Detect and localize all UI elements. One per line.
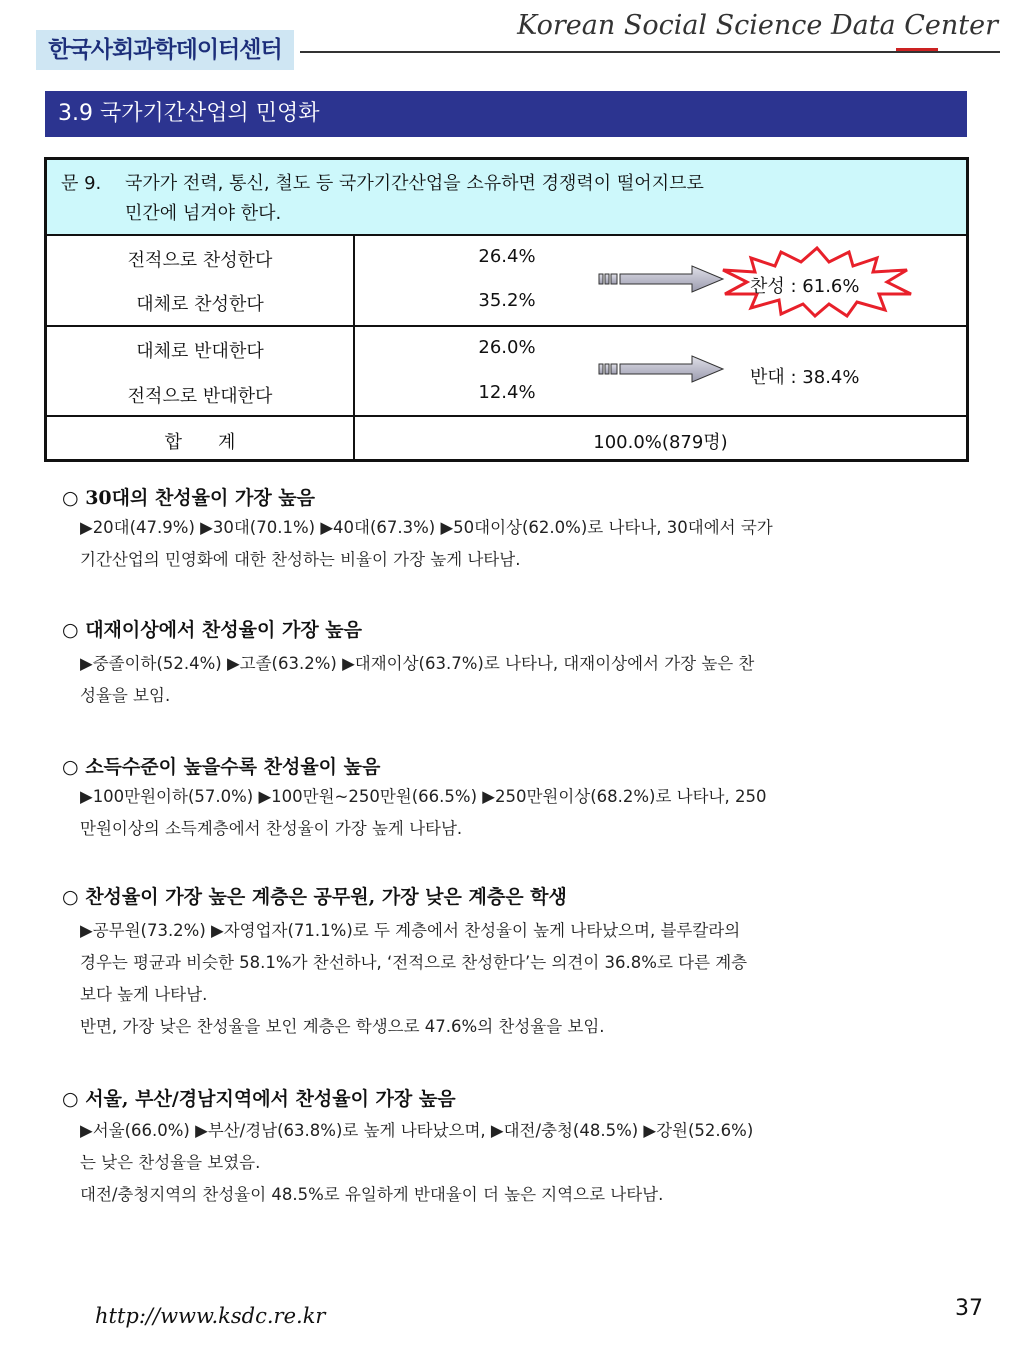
header-accent-line bbox=[896, 48, 938, 51]
ksdc-logo: 한국사회과학데이터센터 bbox=[36, 30, 294, 70]
finding-line: 경우는 평균과 비슷한 58.1%가 찬선하나, ‘전적으로 찬성한다’는 의견이 36.8%로 다른 계층 bbox=[80, 953, 748, 972]
question-text-line1: 국가가 전력, 통신, 철도 등 국가기간산업을 소유하면 경쟁력이 떨어지므로 bbox=[125, 173, 704, 194]
finding-heading: ○ 소득수준이 높을수록 찬성율이 높음 bbox=[62, 756, 381, 778]
finding-line: 성율을 보임. bbox=[80, 686, 171, 705]
row-label: 대체로 찬성한다 bbox=[136, 294, 264, 315]
right-arrow-icon bbox=[597, 352, 727, 388]
finding-line: 만원이상의 소득계층에서 찬성율이 가장 높게 나타남. bbox=[80, 819, 463, 838]
header-rule bbox=[300, 51, 1000, 53]
finding-heading: ○ 30대의 찬성율이 가장 높음 bbox=[62, 487, 316, 509]
finding-line: 반면, 가장 낮은 찬성율을 보인 계층은 학생으로 47.6%의 찬성율을 보임. bbox=[80, 1017, 605, 1036]
header-title: Korean Social Science Data Center bbox=[509, 10, 998, 41]
right-arrow-icon bbox=[597, 262, 727, 298]
finding-heading: ○ 찬성율이 가장 높은 계층은 공무원, 가장 낮은 계층은 학생 bbox=[62, 886, 567, 908]
finding-line: ▶20대(47.9%) ▶30대(70.1%) ▶40대(67.3%) ▶50대이상(62.0%)로 나타나, 30대에서 국가 bbox=[80, 518, 773, 537]
finding-body bbox=[80, 781, 960, 845]
disagree-summary: 반대 : 38.4% bbox=[750, 367, 860, 388]
total-value: 100.0%(879명) bbox=[593, 432, 728, 453]
finding-line: 대전/충청지역의 찬성율이 48.5%로 유일하게 반대율이 더 높은 지역으로 나타남. bbox=[80, 1185, 664, 1204]
finding-line: ▶공무원(73.2%) ▶자영업자(71.1%)로 두 계층에서 찬성율이 높게 나타났으며, 블루칼라의 bbox=[80, 921, 741, 940]
question-number: 문 9. bbox=[61, 173, 102, 194]
page-number: 37 bbox=[955, 1296, 983, 1321]
finding-line: 기간산업의 민영화에 대한 찬성하는 비율이 가장 높게 나타남. bbox=[80, 550, 521, 569]
row-label: 전적으로 찬성한다 bbox=[127, 250, 273, 271]
row-divider bbox=[47, 325, 966, 327]
row-label: 전적으로 반대한다 bbox=[127, 386, 273, 407]
finding-body bbox=[80, 512, 960, 576]
footer-url-link[interactable]: http://www.ksdc.re.kr bbox=[95, 1304, 326, 1328]
survey-table bbox=[44, 157, 969, 462]
finding-heading: ○ 대재이상에서 찬성율이 가장 높음 bbox=[62, 619, 362, 641]
row-value: 35.2% bbox=[478, 290, 536, 311]
finding-line: ▶서울(66.0%) ▶부산/경남(63.8%)로 높게 나타났으며, ▶대전/충청(48.5%) ▶강원(52.6%) bbox=[80, 1121, 754, 1140]
finding-body bbox=[80, 915, 960, 1043]
finding-heading: ○ 서울, 부산/경남지역에서 찬성율이 가장 높음 bbox=[62, 1088, 456, 1110]
row-value: 26.4% bbox=[478, 246, 536, 267]
agree-summary: 찬성 : 61.6% bbox=[750, 276, 860, 297]
section-title: 3.9 국가기간산업의 민영화 bbox=[45, 91, 967, 137]
question-text-line2: 민간에 넘겨야 한다. bbox=[125, 203, 282, 224]
finding-line: ▶100만원이하(57.0%) ▶100만원~250만원(66.5%) ▶250만원이상(68.2%)로 나타나, 250 bbox=[80, 787, 767, 806]
row-value: 12.4% bbox=[478, 382, 536, 403]
row-label: 대체로 반대한다 bbox=[136, 341, 264, 362]
question-cell bbox=[47, 160, 966, 236]
finding-body bbox=[80, 648, 960, 712]
row-divider bbox=[47, 415, 966, 417]
finding-body bbox=[80, 1115, 960, 1211]
finding-line: 보다 높게 나타남. bbox=[80, 985, 208, 1004]
finding-line: ▶중졸이하(52.4%) ▶고졸(63.2%) ▶대재이상(63.7%)로 나타나, 대재이상에서 가장 높은 찬 bbox=[80, 654, 755, 673]
finding-line: 는 낮은 찬성율을 보였음. bbox=[80, 1153, 261, 1172]
total-label: 합 계 bbox=[164, 432, 236, 453]
row-value: 26.0% bbox=[478, 337, 536, 358]
